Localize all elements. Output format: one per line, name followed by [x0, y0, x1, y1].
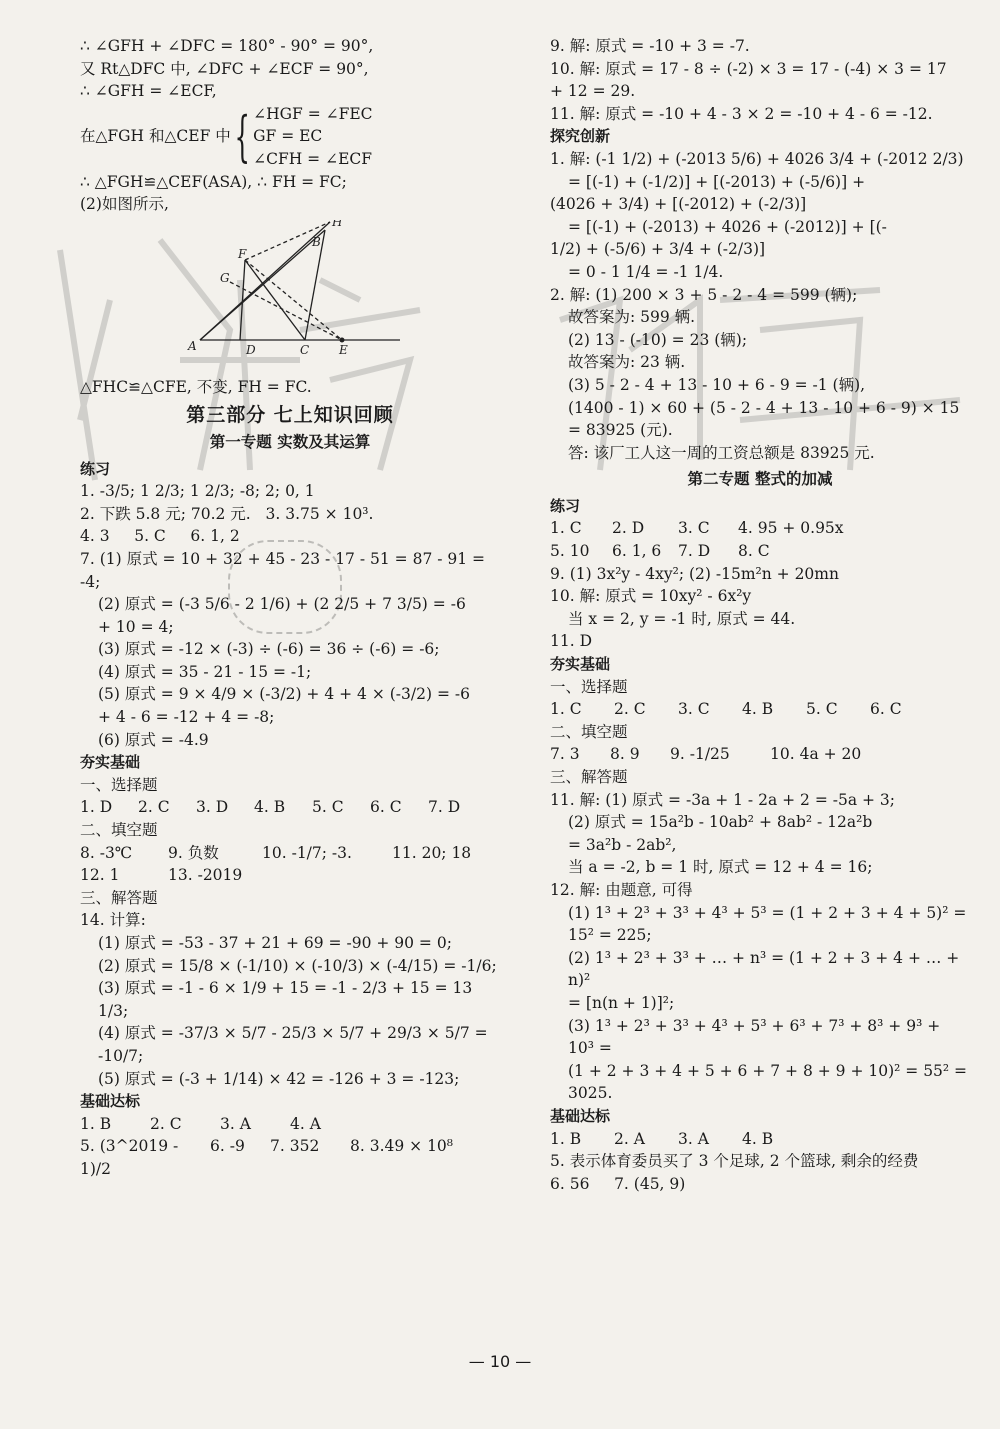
- label-d: D: [246, 342, 256, 357]
- explore-line: = 0 - 1 1/4 = -1 1/4.: [568, 262, 724, 281]
- solve-line: 12. 解: 由题意, 可得: [550, 880, 693, 899]
- explore-line: (1400 - 1) × 60 + (5 - 2 - 4 + 13 - 10 + 6 - 9) × 15: [568, 398, 960, 417]
- basic-answer: 3. A: [678, 1129, 709, 1148]
- label-h: H: [332, 219, 343, 229]
- fill-answer: 10. -1/7; -3.: [262, 843, 352, 862]
- solve-line: = 3a²b - 2ab²,: [568, 835, 677, 854]
- fill-answer: 10. 4a + 20: [770, 745, 862, 764]
- heading-explore: 探究创新: [550, 127, 611, 146]
- choice-answer: 3. C: [678, 700, 710, 719]
- explore-line: 1/2) + (-5/6) + 3/4 + (-2/3)]: [550, 240, 766, 259]
- basic-answer: 4. B: [742, 1129, 774, 1148]
- answer-line: 7. (1) 原式 = 10 + 32 + 45 - 23 - 17 - 51 = 87 - 91 = -4;: [80, 549, 490, 591]
- practice-answer: 1. C: [550, 519, 582, 538]
- answer-line: 11. 解: 原式 = -10 + 4 - 3 × 2 = -10 + 4 - 6 = -12.: [550, 104, 933, 123]
- answer-line: 1. -3/5; 1 2/3; 1 2/3; -8; 2; 0, 1: [80, 482, 315, 501]
- fill-answer: 13. -2019: [168, 866, 243, 885]
- explore-line: (2) 13 - (-10) = 23 (辆);: [568, 330, 748, 349]
- solve-line: (1) 1³ + 2³ + 3³ + 4³ + 5³ = (1 + 2 + 3 + 4 + 5)² =: [568, 903, 967, 922]
- explore-line: = [(-1) + (-1/2)] + [(-2013) + (-5/6)] +: [568, 172, 866, 191]
- choice-answer: 4. B: [254, 798, 286, 817]
- figure-conclusion: △FHC≌△CFE, 不变, FH = FC.: [80, 377, 312, 396]
- brace-item: ∠HGF = ∠FEC: [253, 104, 373, 123]
- brace-symbol: {: [234, 104, 250, 168]
- explore-line: (3) 5 - 2 - 4 + 13 - 10 + 6 - 9 = -1 (辆),: [568, 375, 866, 394]
- basic-answer: 8. 3.49 × 10⁸: [350, 1137, 454, 1156]
- page-number: — 10 —: [468, 1352, 532, 1371]
- basic-answer: 4. A: [290, 1114, 321, 1133]
- heading-practice: 练习: [550, 496, 581, 515]
- proof-conclusion: ∴ △FGH≌△CEF(ASA), ∴ FH = FC;: [80, 172, 347, 191]
- solve-line: (2) 原式 = 15a²b - 10ab² + 8ab² - 12a²b: [568, 813, 873, 832]
- label-c: C: [300, 342, 310, 357]
- label-f: F: [238, 246, 247, 261]
- answer-line: + 12 = 29.: [550, 82, 636, 101]
- basic-row: [550, 1128, 970, 1151]
- label-a: A: [188, 338, 197, 353]
- answer-line: 10. 解: 原式 = 10xy² - 6x²y: [550, 587, 752, 606]
- fill-answer: 7. 3: [550, 745, 580, 764]
- answer-line: 当 x = 2, y = -1 时, 原式 = 44.: [568, 609, 796, 628]
- explore-line: 答: 该厂工人这一周的工资总额是 83925 元.: [568, 443, 875, 462]
- right-column: [550, 35, 970, 1195]
- choice-answer: 5. C: [806, 700, 838, 719]
- choice-row: [550, 698, 970, 721]
- choice-answer: 1. D: [80, 798, 113, 817]
- proof-line: ∴ ∠GFH = ∠ECF,: [80, 82, 217, 101]
- fill-row: [80, 842, 500, 865]
- choice-answer: 6. C: [370, 798, 402, 817]
- basic-answer: 5. (3^2019 - 1)/2: [80, 1137, 179, 1178]
- subheading: 二、填空题: [80, 821, 158, 840]
- calc-line: (1) 原式 = -53 - 37 + 21 + 69 = -90 + 90 = 0;: [98, 934, 452, 952]
- practice-answer: 3. C: [678, 519, 710, 538]
- practice-answer: 5. 10: [550, 542, 590, 561]
- subheading: 一、选择题: [80, 775, 158, 794]
- answer-line: 2. 下跌 5.8 元; 70.2 元. 3. 3.75 × 10³.: [80, 504, 374, 523]
- label-g: G: [220, 270, 230, 285]
- answer-line: (3) 原式 = -12 × (-3) ÷ (-6) = 36 ÷ (-6) = -6;: [98, 640, 440, 659]
- solve-line: (1 + 2 + 3 + 4 + 5 + 6 + 7 + 8 + 9 + 10)² = 55² = 3025.: [568, 1061, 972, 1103]
- fill-answer: 9. -1/25: [670, 745, 730, 764]
- answer-line: 9. 解: 原式 = -10 + 3 = -7.: [550, 37, 750, 55]
- fill-answer: 11. 20; 18: [392, 843, 472, 862]
- fill-row: [80, 864, 500, 887]
- solve-line: = [n(n + 1)]²;: [568, 993, 675, 1012]
- explore-line: 故答案为: 23 辆.: [568, 353, 686, 372]
- heading-basic: 基础达标: [550, 1106, 611, 1125]
- answer-line: (2) 原式 = (-3 5/6 - 2 1/6) + (2 2/5 + 7 3/5) = -6: [98, 595, 466, 614]
- calc-line: (2) 原式 = 15/8 × (-1/10) × (-10/3) × (-4/15) = -1/6;: [98, 956, 497, 975]
- answer-line: 9. (1) 3x²y - 4xy²; (2) -15m²n + 20mn: [550, 564, 839, 583]
- subheading: 三、解答题: [550, 768, 628, 786]
- subheading: 二、填空题: [550, 722, 628, 741]
- answer-line: 10. 解: 原式 = 17 - 8 ÷ (-2) × 3 = 17 - (-4) × 3 = 17: [550, 59, 947, 78]
- basic-row: [80, 1113, 500, 1136]
- congruence-conditions: [80, 103, 500, 171]
- fill-answer: 8. -3℃: [80, 843, 133, 862]
- basic-answer: 2. C: [150, 1114, 182, 1133]
- practice-answer: 2. D: [612, 519, 645, 538]
- choice-answer: 3. D: [196, 798, 229, 817]
- choice-answer: 1. C: [550, 700, 582, 719]
- practice-answer: 6. 1, 6: [612, 542, 662, 561]
- calc-line: (3) 原式 = -1 - 6 × 1/9 + 15 = -1 - 2/3 + 15 = 13 1/3;: [98, 979, 478, 1020]
- answer-line: (4) 原式 = 35 - 21 - 15 = -1;: [98, 662, 312, 681]
- explore-line: = 83925 (元).: [568, 421, 673, 440]
- heading-practice: 练习: [80, 459, 111, 478]
- explore-line: 故答案为: 599 辆.: [568, 308, 696, 327]
- explore-line: 1. 解: (-1 1/2) + (-2013 5/6) + 4026 3/4 + (-2012 2/3): [550, 149, 964, 168]
- section-title: 第三部分 七上知识回顾: [186, 404, 394, 427]
- basic-answer: 1. B: [550, 1129, 582, 1148]
- explore-line: (4026 + 3/4) + [(-2012) + (-2/3)]: [550, 195, 807, 214]
- proof-line: ∴ ∠GFH + ∠DFC = 180° - 90° = 90°,: [80, 37, 374, 55]
- basic-answer: 7. 352: [270, 1137, 320, 1156]
- topic-title: 第二专题 整式的加减: [687, 469, 833, 489]
- subheading: 一、选择题: [550, 677, 628, 696]
- topic-title: 第一专题 实数及其运算: [209, 431, 371, 451]
- brace-item: GF = EC: [253, 127, 323, 146]
- practice-answer: 4. 95 + 0.95x: [738, 519, 844, 538]
- choice-answer: 6. C: [870, 700, 902, 719]
- brace-item: ∠CFH = ∠ECF: [253, 149, 373, 168]
- basic-answer: 3. A: [220, 1114, 251, 1133]
- answer-line: (6) 原式 = -4.9: [98, 730, 209, 749]
- fill-answer: 12. 1: [80, 866, 120, 885]
- answer-line: 5. 表示体育委员买了 3 个足球, 2 个篮球, 剩余的经费: [550, 1152, 919, 1171]
- part-two: (2)如图所示,: [80, 195, 169, 214]
- practice-row: [550, 540, 970, 563]
- answer-line: (5) 原式 = 9 × 4/9 × (-3/2) + 4 + 4 × (-3/2) = -6: [98, 685, 470, 704]
- answer-line: 11. D: [550, 632, 593, 651]
- solve-line: (3) 1³ + 2³ + 3³ + 4³ + 5³ + 6³ + 7³ + 8³ + 9³ + 10³ =: [568, 1016, 946, 1058]
- practice-row: [550, 517, 970, 540]
- practice-answer: 7. D: [678, 542, 711, 561]
- choice-row: [80, 796, 500, 819]
- calc-heading: 14. 计算:: [80, 911, 146, 930]
- basic-answer: 1. B: [80, 1114, 112, 1133]
- label-e: E: [339, 342, 348, 357]
- geometry-figure: [80, 220, 500, 370]
- basic-row: [80, 1135, 500, 1180]
- practice-answer: 8. C: [738, 542, 770, 561]
- heading-solid: 夯实基础: [550, 655, 611, 674]
- solve-line: 11. 解: (1) 原式 = -3a + 1 - 2a + 2 = -5a + 3;: [550, 790, 895, 809]
- fill-answer: 8. 9: [610, 745, 640, 764]
- proof-line: 又 Rt△DFC 中, ∠DFC + ∠ECF = 90°,: [80, 59, 369, 78]
- geometry-diagram: [80, 220, 500, 370]
- brace-prefix: 在△FGH 和△CEF 中: [80, 127, 231, 146]
- solve-line: 当 a = -2, b = 1 时, 原式 = 12 + 4 = 16;: [568, 858, 873, 877]
- subheading: 三、解答题: [80, 888, 158, 907]
- answer-line: 6. 56 7. (45, 9): [550, 1174, 686, 1193]
- explore-line: 2. 解: (1) 200 × 3 + 5 - 2 - 4 = 599 (辆);: [550, 285, 858, 304]
- fill-row: [550, 743, 970, 766]
- choice-answer: 4. B: [742, 700, 774, 719]
- heading-solid: 夯实基础: [80, 753, 141, 772]
- basic-answer: 6. -9: [210, 1137, 245, 1156]
- choice-answer: 5. C: [312, 798, 344, 817]
- fill-answer: 9. 负数: [168, 843, 219, 862]
- answer-line: 4. 3 5. C 6. 1, 2: [80, 527, 240, 546]
- answer-line: + 4 - 6 = -12 + 4 = -8;: [98, 708, 275, 727]
- solve-line: 15² = 225;: [568, 926, 652, 945]
- left-column: [80, 35, 500, 1181]
- choice-answer: 2. C: [138, 798, 170, 817]
- basic-answer: 2. A: [614, 1129, 645, 1148]
- calc-line: (5) 原式 = (-3 + 1/14) × 42 = -126 + 3 = -123;: [98, 1069, 460, 1088]
- choice-answer: 7. D: [428, 798, 461, 817]
- calc-line: (4) 原式 = -37/3 × 5/7 - 25/3 × 5/7 + 29/3 × 5/7 = -10/7;: [98, 1024, 493, 1065]
- explore-line: = [(-1) + (-2013) + 4026 + (-2012)] + [(-: [568, 217, 887, 236]
- solve-line: (2) 1³ + 2³ + 3³ + … + n³ = (1 + 2 + 3 + 4 + … + n)²: [568, 948, 965, 990]
- choice-answer: 2. C: [614, 700, 646, 719]
- label-b: B: [312, 234, 321, 249]
- heading-basic: 基础达标: [80, 1092, 141, 1111]
- answer-line: + 10 = 4;: [98, 617, 174, 636]
